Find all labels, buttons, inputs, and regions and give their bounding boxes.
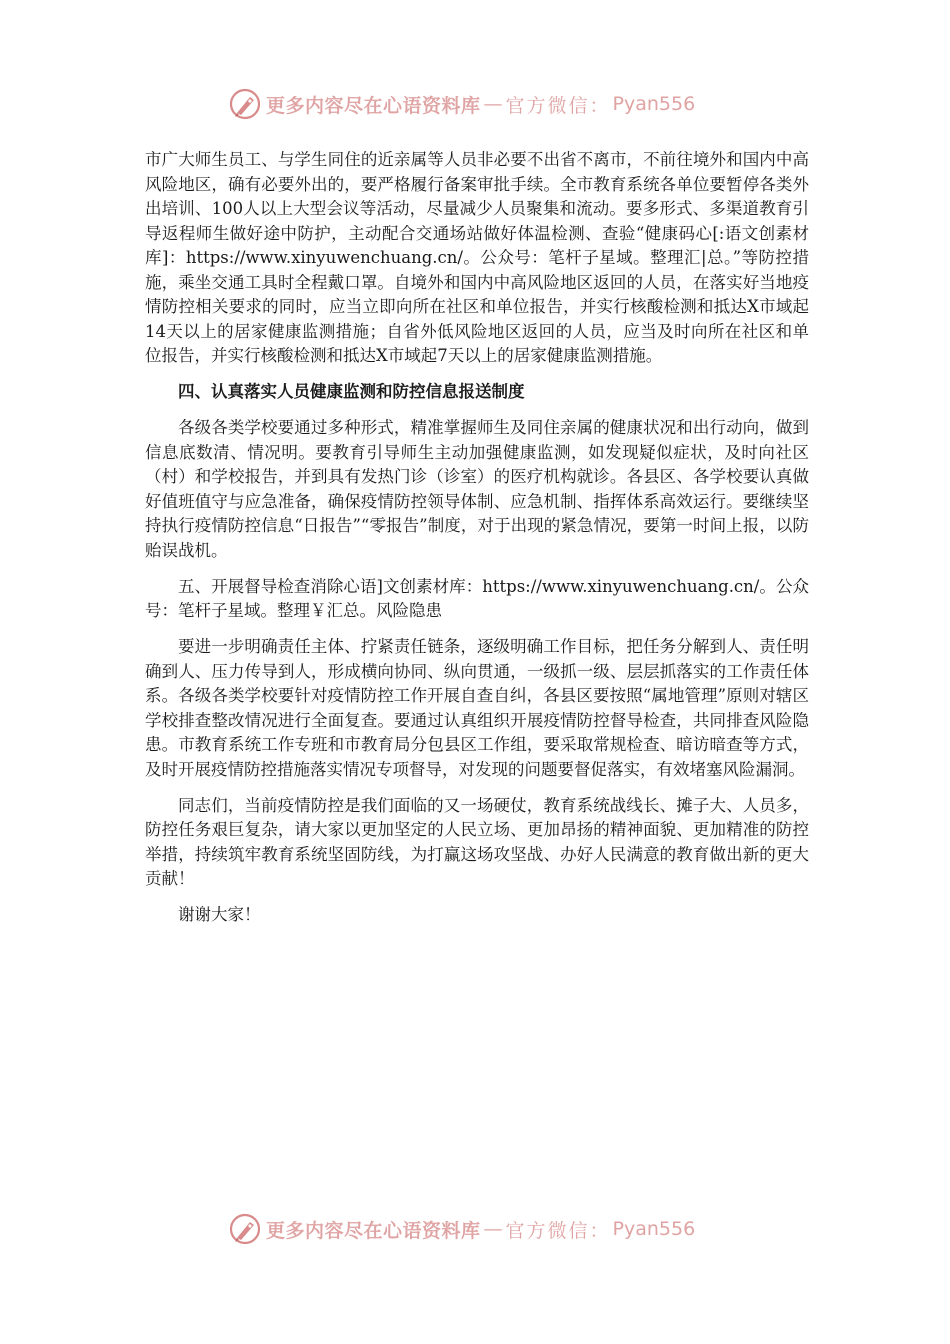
pen-nib-logo-icon — [228, 87, 262, 121]
paragraph-section-4: 各级各类学校要通过多种形式，精准掌握师生及同住亲属的健康状况和出行动向，做到信息底数清、情况明。要教育引导师生主动加强健康监测，如发现疑似症状，及时向社区（村）和学校报告，并到具有发热门诊（诊室）的医疗机构就诊。各县区、各学校要认真做好值班值守与应急准备，确保疫情防控领导体制、应急机制、指挥体系高效运行。要继续坚持执行疫情防控信息“日报告”“零报告”制度，对于出现的紧急情况，要第一时间上报，以防贻误战机。 — [145, 418, 809, 560]
section-heading-5: 五、开展督导检查消除心语]文创素材库：https://www.xinyuwenchuang.cn/。公众号：笔杆子星域。整理￥汇总。风险隐患 — [145, 576, 809, 620]
footer-watermark-banner — [228, 1211, 718, 1247]
watermark-wechat-label: 官方微信： — [505, 94, 611, 117]
watermark-brand-text: 更多内容尽在心语资料库 — [266, 94, 481, 117]
header-watermark-banner — [228, 86, 718, 122]
watermark-wechat-id: Pyan556 — [612, 1218, 696, 1240]
watermark-dash: — — [483, 1218, 503, 1240]
watermark-dash: — — [483, 93, 503, 115]
watermark-brand-text: 更多内容尽在心语资料库 — [266, 1219, 481, 1242]
section-heading-4: 四、认真落实人员健康监测和防控信息报送制度 — [178, 382, 525, 401]
paragraph-section-5: 要进一步明确责任主体、拧紧责任链条，逐级明确工作目标，把任务分解到人、责任明确到人、压力传导到人，形成横向协同、纵向贯通，一级抓一级、层层抓落实的工作责任体系。各级各类学校要针对疫情防控工作开展自查自纠，各县区要按照“属地管理”原则对辖区学校排查整改情况进行全面复查。要通过认真组织开展疫情防控督导检查，共同排查风险隐患。市教育系统工作专班和市教育局分包县区工作组，要采取常规检查、暗访暗查等方式，及时开展疫情防控措施落实情况专项督导，对发现的问题要督促落实，有效堵塞风险漏洞。 — [145, 637, 809, 779]
paragraph-thanks: 谢谢大家！ — [178, 905, 261, 924]
watermark-wechat-label: 官方微信： — [505, 1219, 611, 1242]
pen-nib-logo-icon — [228, 1212, 262, 1246]
paragraph-closing: 同志们，当前疫情防控是我们面临的又一场硬仗，教育系统战线长、摊子大、人员多，防控任务艰巨复杂，请大家以更加坚定的人民立场、更加昂扬的精神面貌、更加精准的防控举措，持续筑牢教育系统坚固防线，为打赢这场攻坚战、办好人民满意的教育做出新的更大贡献！ — [145, 795, 809, 888]
paragraph-continued: 市广大师生员工、与学生同住的近亲属等人员非必要不出省不离市，不前往境外和国内中高风险地区，确有必要外出的，要严格履行备案审批手续。全市教育系统各单位要暂停各类外出培训、100人以上大型会议等活动，尽量减少人员聚集和流动。要多形式、多渠道教育引导返程师生做好途中防护，主动配合交通场站做好体温检测、查验“健康码心[:语文创素材库]：https://www.xinyuwenchuang.cn/。公众号：笔杆子星域。整理汇|总。”等防控措施，乘坐交通工具时全程戴口罩。自境外和国内中高风险地区返回的人员，在落实好当地疫情防控相关要求的同时，应当立即向所在社区和单位报告，并实行核酸检测和抵达X市域起14天以上的居家健康监测措施；自省外低风险地区返回的人员，应当及时向所在社区和单位报告，并实行核酸检测和抵达X市域起7天以上的居家健康监测措施。 — [145, 150, 809, 365]
watermark-wechat-id: Pyan556 — [612, 93, 696, 115]
document-body — [145, 148, 809, 939]
